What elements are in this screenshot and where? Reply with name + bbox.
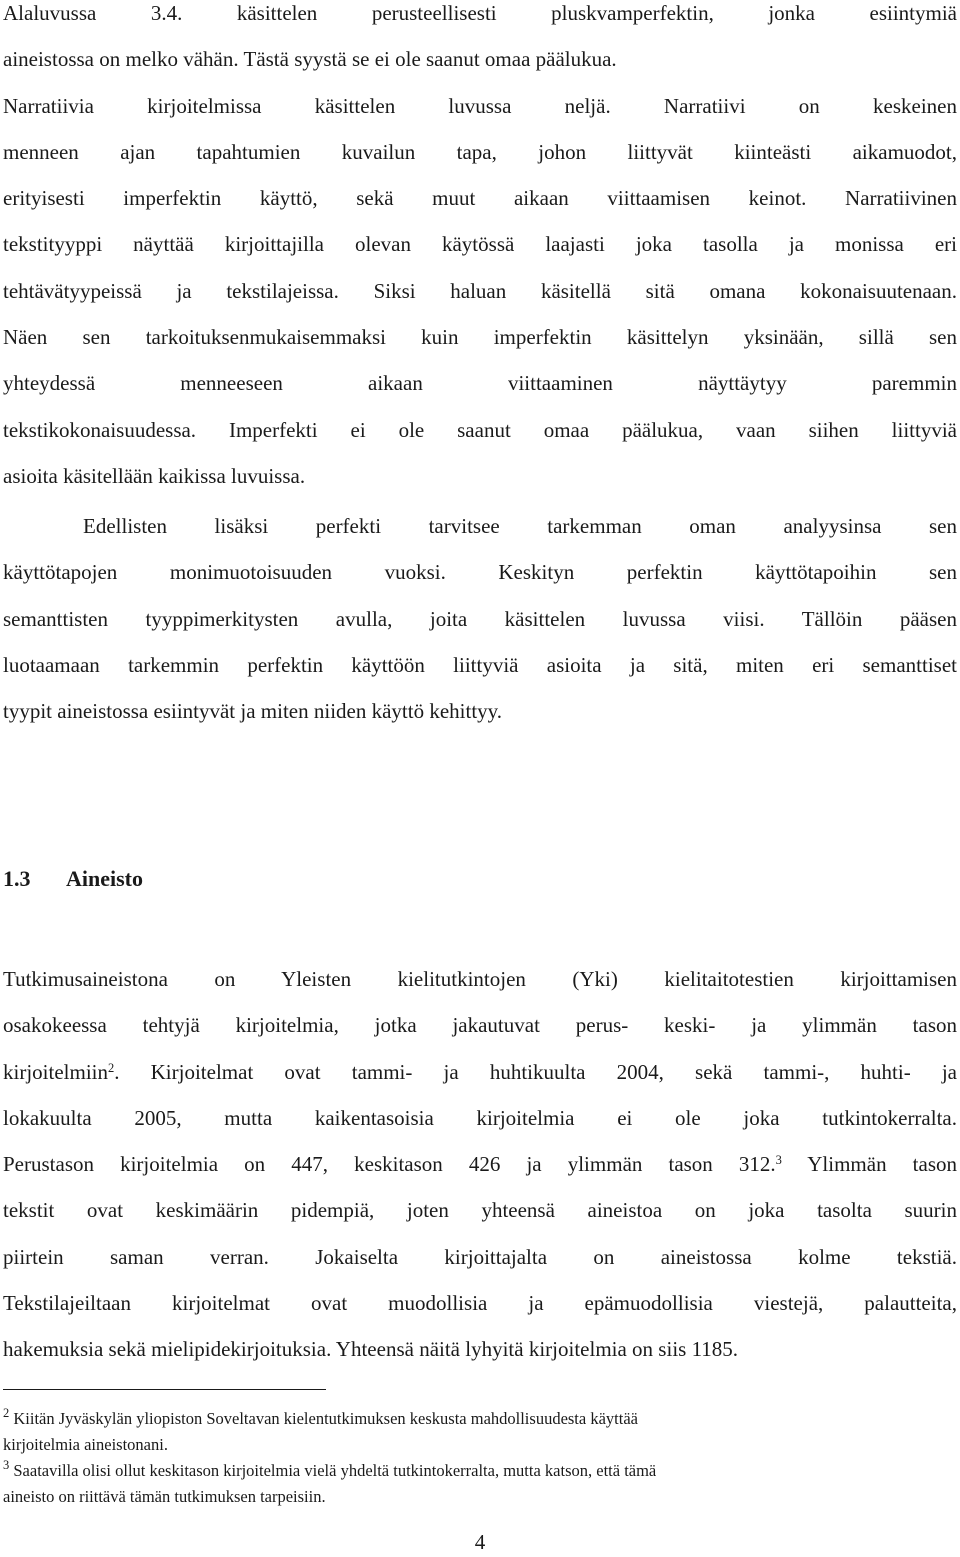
footnote-line <box>3 1458 903 1484</box>
text-line: erityisesti imperfektin käyttö, sekä muut aikaan viittaamisen keinot. Narratiivinen <box>3 186 957 211</box>
footnote-text: Kiitän Jyväskylän yliopiston Soveltavan kielentutkimuksen keskusta mahdollisuudesta käyttää <box>13 1409 638 1428</box>
footnote-text: Saatavilla olisi ollut keskitason kirjoitelmia vielä yhdeltä tutkintokerralta, mutta katson, että tämä <box>13 1461 657 1480</box>
footnote-3 <box>3 1458 903 1510</box>
text-line: yhteydessä menneeseen aikaan viittaaminen näyttäytyy paremmin <box>3 371 957 396</box>
text-line: käyttötapojen monimuotoisuuden vuoksi. Keskityn perfektin käyttötapoihin sen <box>3 560 957 585</box>
text-line: semanttisten tyyppimerkitysten avulla, joita käsittelen luvussa viisi. Tällöin pääsen <box>3 606 957 631</box>
section-heading <box>3 866 143 892</box>
body-paragraph-2 <box>3 503 957 734</box>
section-number: 1.3 <box>3 866 31 891</box>
footnote-ref-3[interactable]: 3 <box>775 1153 782 1168</box>
text-line: menneen ajan tapahtumien kuvailun tapa, johon liittyvät kiinteästi aikamuodot, <box>3 139 957 164</box>
text-line: tekstit ovat keskimäärin pidempiä, joten yhteensä aineistoa on joka tasolta suurin <box>3 1198 957 1223</box>
text-line: Narratiivia kirjoitelmissa käsittelen luvussa neljä. Narratiivi on keskeinen <box>3 93 957 118</box>
footnote-separator <box>3 1389 326 1390</box>
footnote-ref-2[interactable]: 2 <box>108 1060 115 1075</box>
text-line: Edellisten lisäksi perfekti tarvitsee tarkemman oman analyysinsa sen <box>83 514 957 538</box>
body-paragraph-3 <box>3 956 957 1373</box>
text-line: Tekstilajeiltaan kirjoitelmat ovat muodollisia ja epämuodollisia viestejä, palautteita, <box>3 1291 957 1316</box>
text-segment: Ylimmän tason <box>781 1152 957 1177</box>
text-line: osakokeessa tehtyjä kirjoitelmia, jotka jakautuvat perus- keski- ja ylimmän tason <box>3 1013 957 1038</box>
text-segment: kirjoitelmiin <box>3 1059 108 1084</box>
footnote-line: kirjoitelmia aineistonani. <box>3 1435 168 1454</box>
body-paragraph-1 <box>3 0 957 499</box>
text-line: Alaluvussa 3.4. käsittelen perusteellisesti pluskvamperfektin, jonka esiintymiä <box>3 1 957 25</box>
text-line: tekstikokonaisuudessa. Imperfekti ei ole saanut omaa päälukua, vaan siihen liittyviä <box>3 417 957 442</box>
text-line: hakemuksia sekä mielipidekirjoituksia. Yhteensä näitä lyhyitä kirjoitelmia on siis 1185. <box>3 1337 739 1362</box>
page-number: 4 <box>474 1530 486 1554</box>
footnote-2 <box>3 1406 903 1458</box>
text-line <box>3 1049 957 1095</box>
text-line: Tutkimusaineistona on Yleisten kielitutkintojen (Yki) kielitaitotestien kirjoittamisen <box>3 967 957 991</box>
footnote-marker: 3 <box>3 1458 10 1472</box>
text-line: tekstityyppi näyttää kirjoittajilla olevan käytössä laajasti joka tasolla ja monissa eri <box>3 232 957 257</box>
text-line: Näen sen tarkoituksenmukaisemmaksi kuin imperfektin käsittelyn yksinään, sillä sen <box>3 325 957 350</box>
text-line: piirtein saman verran. Jokaiselta kirjoittajalta on aineistossa kolme tekstiä. <box>3 1244 957 1269</box>
text-line: aineistossa on melko vähän. Tästä syystä se ei ole saanut omaa päälukua. <box>3 47 617 72</box>
text-line: tehtävätyypeissä ja tekstilajeissa. Siksi haluan käsitellä sitä omana kokonaisuutenaan. <box>3 278 957 303</box>
text-line: luotaamaan tarkemmin perfektin käyttöön liittyviä asioita ja sitä, miten eri semanttiset <box>3 652 957 677</box>
text-segment: . Kirjoitelmat ovat tammi- ja huhtikuulta 2004, sekä tammi-, huhti- ja <box>114 1059 957 1084</box>
footnote-marker: 2 <box>3 1406 10 1420</box>
text-line: lokakuulta 2005, mutta kaikentasoisia kirjoitelmia ei ole joka tutkintokerralta. <box>3 1105 957 1130</box>
footnote-line: aineisto on riittävä tämän tutkimuksen tarpeisiin. <box>3 1487 326 1506</box>
text-line <box>3 1141 957 1187</box>
text-line: tyypit aineistossa esiintyvät ja miten niiden käyttö kehittyy. <box>3 699 503 724</box>
section-title: Aineisto <box>66 866 143 891</box>
text-line: asioita käsitellään kaikissa luvuissa. <box>3 463 306 488</box>
footnote-line <box>3 1406 903 1432</box>
text-segment: Perustason kirjoitelmia on 447, keskitason 426 ja ylimmän tason 312. <box>3 1152 776 1177</box>
